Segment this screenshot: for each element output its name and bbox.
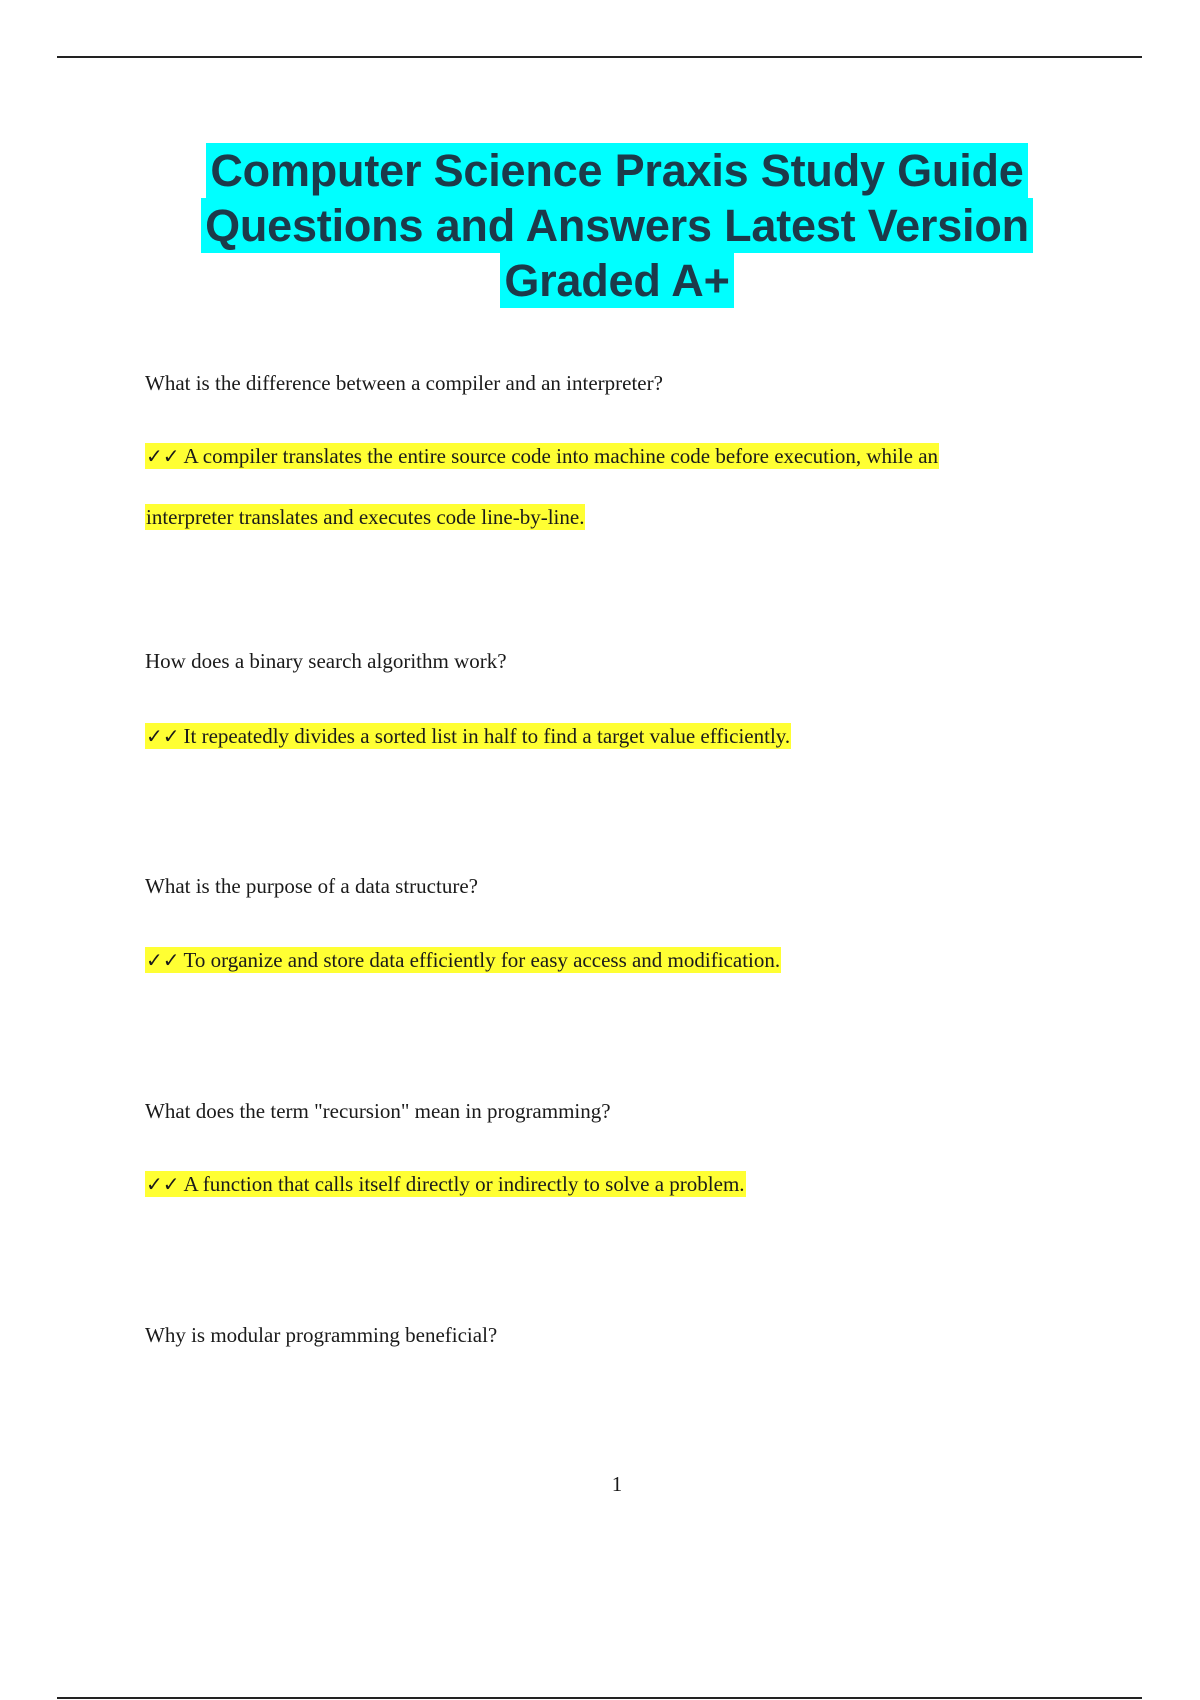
question-4: What does the term "recursion" mean in programming?	[145, 1099, 611, 1123]
document-title	[0, 143, 1200, 308]
answer-text: It repeatedly divides a sorted list in half to find a target value efficiently.	[183, 724, 791, 748]
answer-text: A compiler translates the entire source code into machine code before execution, while an	[183, 444, 939, 468]
answer-4	[145, 1170, 746, 1199]
answer-1-line-2	[145, 503, 585, 532]
answer-text: To organize and store data efficiently for easy access and modification.	[183, 948, 781, 972]
answer-text: interpreter translates and executes code line-by-line.	[146, 505, 585, 529]
answer-1-line-1	[145, 442, 939, 471]
title-line-1: Computer Science Praxis Study Guide	[206, 143, 1027, 198]
question-3: What is the purpose of a data structure?	[145, 874, 478, 898]
bottom-rule	[57, 1697, 1142, 1699]
double-check-icon: ✓✓	[146, 1172, 180, 1196]
title-line-3: Graded A+	[500, 253, 733, 308]
title-line-2: Questions and Answers Latest Version	[201, 198, 1033, 253]
question-5: Why is modular programming beneficial?	[145, 1323, 498, 1347]
question-1: What is the difference between a compiler and an interpreter?	[145, 371, 663, 395]
top-rule	[57, 56, 1142, 58]
question-2: How does a binary search algorithm work?	[145, 649, 507, 673]
page-number: 1	[611, 1472, 623, 1496]
double-check-icon: ✓✓	[146, 444, 180, 468]
double-check-icon: ✓✓	[146, 724, 180, 748]
answer-3	[145, 946, 781, 975]
double-check-icon: ✓✓	[146, 948, 180, 972]
answer-2	[145, 722, 791, 751]
answer-text: A function that calls itself directly or indirectly to solve a problem.	[183, 1172, 745, 1196]
